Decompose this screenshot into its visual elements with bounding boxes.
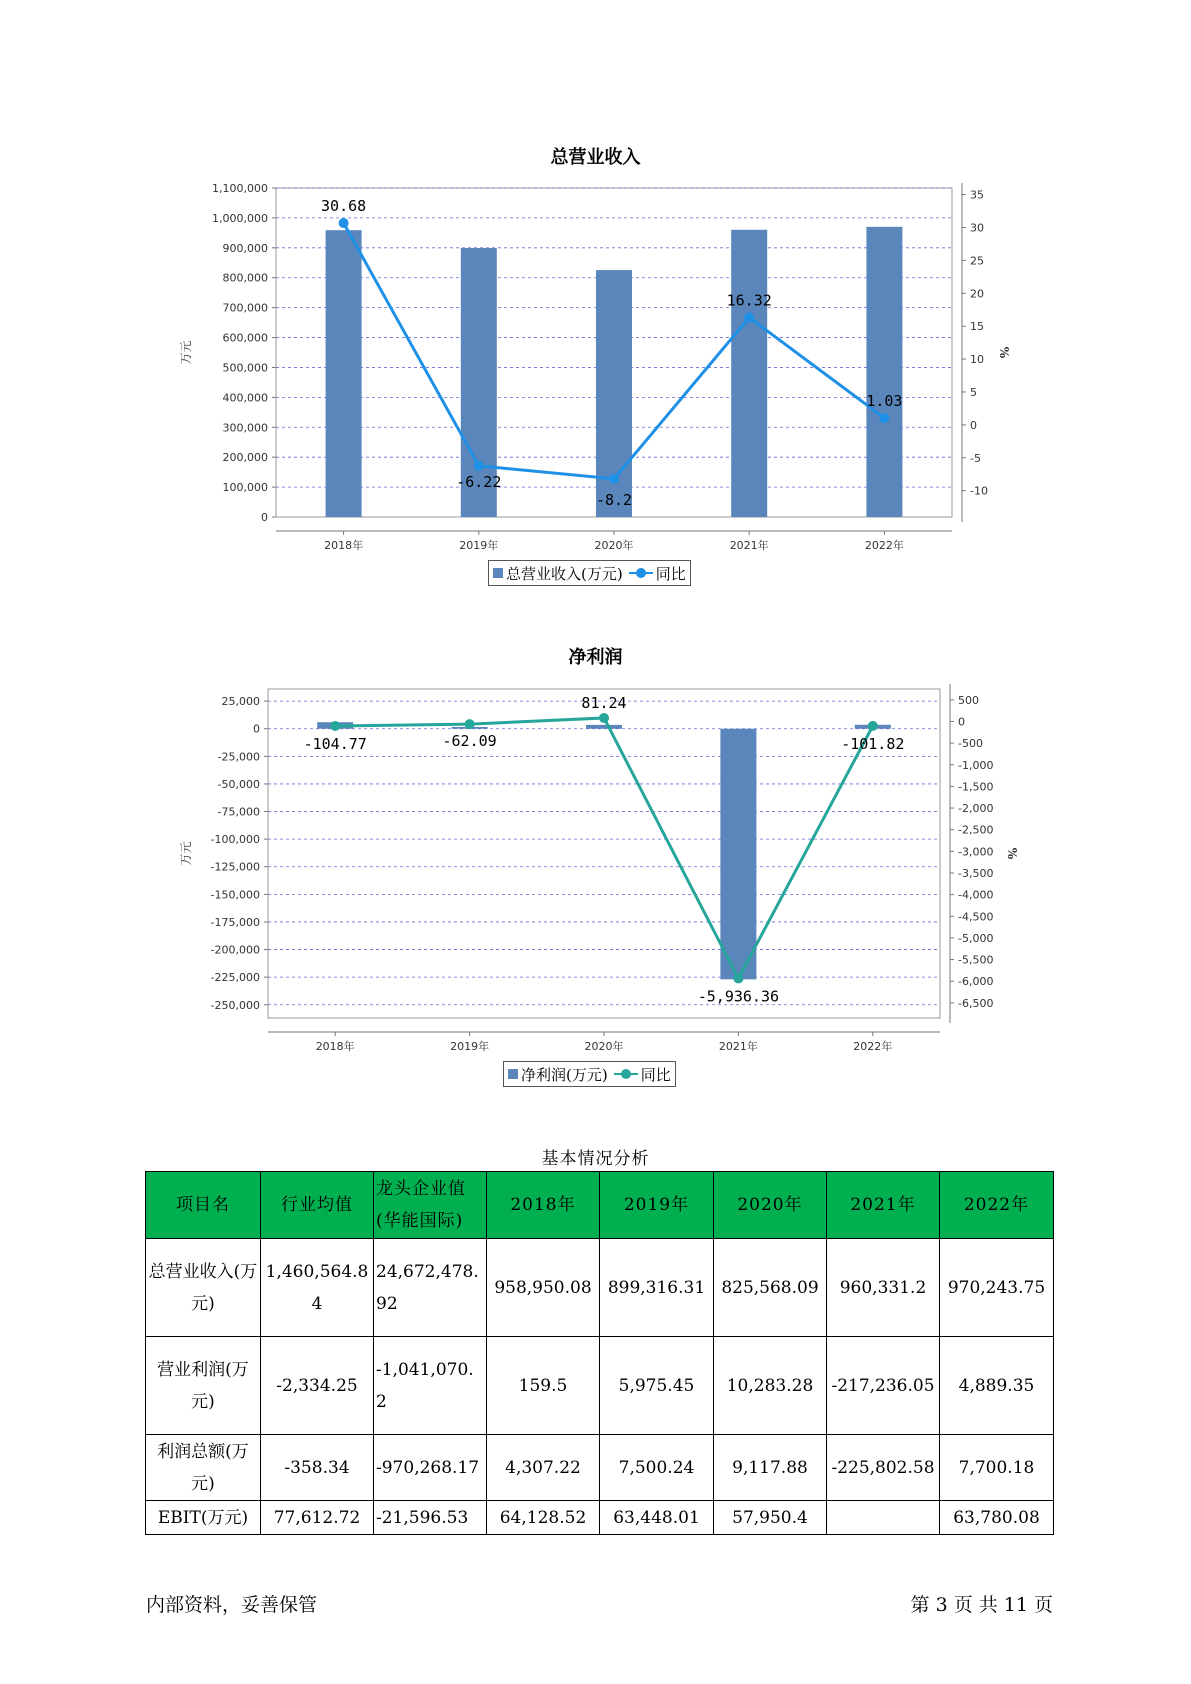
legend-line-swatch: [614, 1068, 638, 1080]
bar-2021年: [720, 729, 756, 980]
yoy-data-label: 1.03: [866, 392, 903, 411]
table-row: [146, 1337, 1054, 1435]
table-row: [146, 1239, 1054, 1337]
y2-tick-label: 15: [970, 320, 984, 334]
y-tick-label: -100,000: [210, 833, 260, 847]
y-tick-label: -150,000: [210, 888, 260, 902]
y2-tick-label: 35: [970, 188, 984, 202]
table-cell: 10,283.28: [714, 1337, 827, 1435]
legend-bar-swatch: [508, 1069, 518, 1079]
table-cell: -217,236.05: [827, 1337, 940, 1435]
yoy-data-label: -101.82: [841, 734, 905, 753]
y2-tick-label: -1,000: [958, 758, 994, 772]
y-tick-label: 0: [253, 722, 260, 736]
x-tick-label: 2019年: [459, 539, 499, 552]
y2-tick-label: 5: [970, 385, 977, 399]
row-label-cell: 总营业收入(万元): [146, 1239, 261, 1337]
footer-confidential: 内部资料，妥善保管: [146, 1594, 318, 1616]
table-row: [146, 1435, 1054, 1501]
y2-tick-label: -3,000: [958, 845, 994, 859]
y-axis-title: 万元: [179, 841, 193, 866]
y2-tick-label: -5,500: [958, 953, 994, 967]
table-cell: 958,950.08: [487, 1239, 600, 1337]
yoy-point-2021年: [733, 973, 743, 983]
table-cell: 24,672,478.92: [374, 1239, 487, 1337]
y-tick-label: 300,000: [222, 421, 268, 435]
table-cell: -21,596.53: [374, 1501, 487, 1535]
y2-tick-label: -4,000: [958, 888, 994, 902]
footer-page-number: 第 3 页 共 11 页: [910, 1594, 1053, 1616]
y2-tick-label: -1,500: [958, 780, 994, 794]
chart2-title: 净利润: [568, 647, 623, 668]
table-cell: 63,448.01: [600, 1501, 714, 1535]
y2-tick-label: -2,000: [958, 802, 994, 816]
y-axis-title: 万元: [179, 340, 193, 365]
y2-tick-label: -2,500: [958, 823, 994, 837]
y-tick-label: 25,000: [221, 695, 260, 709]
y-tick-label: 900,000: [222, 241, 268, 255]
table-cell: -358.34: [261, 1435, 374, 1501]
x-tick-label: 2022年: [864, 539, 904, 552]
basic-analysis-table: [145, 1171, 1054, 1535]
x-tick-label: 2020年: [584, 1040, 624, 1053]
x-tick-label: 2021年: [729, 539, 769, 552]
plot-area: [268, 689, 940, 1018]
yoy-data-label: 81.24: [581, 693, 627, 712]
table-cell: 4,307.22: [487, 1435, 600, 1501]
yoy-data-label: -5,936.36: [697, 987, 780, 1006]
table-header-cell: 2019年: [600, 1172, 714, 1239]
y2-axis-title: %: [997, 346, 1011, 359]
table-cell: 825,568.09: [714, 1239, 827, 1337]
table-header-cell: 2018年: [487, 1172, 600, 1239]
y-tick-label: -175,000: [210, 915, 260, 929]
y-tick-label: 0: [261, 511, 268, 524]
y2-tick-label: 10: [970, 353, 984, 367]
y2-tick-label: -6,000: [958, 975, 994, 989]
table-header-cell: 2022年: [940, 1172, 1054, 1239]
yoy-data-label: -6.22: [456, 472, 502, 491]
y2-tick-label: -500: [958, 737, 983, 751]
y-tick-label: 1,100,000: [212, 182, 268, 195]
y2-tick-label: -10: [970, 484, 988, 498]
x-tick-label: 2021年: [718, 1040, 758, 1053]
table-cell: 7,500.24: [600, 1435, 714, 1501]
table-cell: 1,460,564.84: [261, 1239, 374, 1337]
y2-tick-label: 0: [970, 418, 977, 432]
y-tick-label: -200,000: [210, 943, 260, 957]
y-tick-label: -25,000: [217, 750, 260, 764]
table-cell: 64,128.52: [487, 1501, 600, 1535]
x-tick-label: 2020年: [594, 539, 634, 552]
yoy-point-2022年: [868, 721, 878, 731]
yoy-data-label: -104.77: [303, 735, 367, 754]
x-tick-label: 2022年: [853, 1040, 893, 1053]
table-header-row: [146, 1172, 1054, 1239]
table-header-cell: 行业均值: [261, 1172, 374, 1239]
y2-tick-label: -3,500: [958, 866, 994, 880]
table-cell: 960,331.2: [827, 1239, 940, 1337]
yoy-point-2019年: [465, 719, 475, 729]
table-cell: 7,700.18: [940, 1435, 1054, 1501]
legend-line-label: 同比: [655, 564, 686, 583]
table-cell: -2,334.25: [261, 1337, 374, 1435]
row-label-cell: 营业利润(万元): [146, 1337, 261, 1435]
y2-tick-label: 500: [958, 693, 979, 707]
y-tick-label: 100,000: [222, 481, 268, 495]
table-cell: 77,612.72: [261, 1501, 374, 1535]
y2-tick-label: 20: [970, 287, 984, 301]
y-tick-label: 700,000: [222, 301, 268, 315]
table-header-cell: 2020年: [714, 1172, 827, 1239]
y2-tick-label: -5,000: [958, 931, 994, 945]
x-tick-label: 2018年: [324, 539, 364, 552]
table-caption: 基本情况分析: [541, 1149, 650, 1169]
table-cell: 5,975.45: [600, 1337, 714, 1435]
row-label-cell: EBIT(万元): [146, 1501, 261, 1535]
chart1-title: 总营业收入: [550, 147, 641, 168]
y-tick-label: 800,000: [222, 271, 268, 285]
y2-tick-label: 30: [970, 221, 984, 235]
y2-tick-label: -4,500: [958, 910, 994, 924]
table-cell: 9,117.88: [714, 1435, 827, 1501]
table-cell: [827, 1501, 940, 1535]
legend-bar-label: 总营业收入(万元): [506, 564, 623, 583]
y2-tick-label: -6,500: [958, 996, 994, 1010]
table-cell: 159.5: [487, 1337, 600, 1435]
y-tick-label: -75,000: [217, 805, 260, 819]
legend-bar-label: 净利润(万元): [521, 1065, 608, 1084]
y2-tick-label: 0: [958, 715, 965, 729]
yoy-data-label: -8.2: [595, 490, 633, 509]
table-cell: -1,041,070.2: [374, 1337, 487, 1435]
table-row: [146, 1501, 1054, 1535]
y-tick-label: -250,000: [210, 998, 260, 1012]
row-label-cell: 利润总额(万元): [146, 1435, 261, 1501]
table-cell: 63,780.08: [940, 1501, 1054, 1535]
y2-axis-title: %: [1005, 847, 1019, 860]
table-cell: 4,889.35: [940, 1337, 1054, 1435]
y-tick-label: 600,000: [222, 331, 268, 345]
y-tick-label: -225,000: [210, 971, 260, 985]
y2-tick-label: -5: [970, 451, 981, 465]
table-cell: 57,950.4: [714, 1501, 827, 1535]
yoy-data-label: -62.09: [442, 732, 497, 751]
table-header-cell: 龙头企业值(华能国际): [374, 1172, 487, 1239]
yoy-point-2018年: [330, 721, 340, 731]
table-cell: 970,243.75: [940, 1239, 1054, 1337]
x-tick-label: 2018年: [315, 1040, 355, 1053]
yoy-data-label: 30.68: [321, 197, 367, 216]
net-profit-chart-legend: [503, 1061, 676, 1087]
y-tick-label: 500,000: [222, 361, 268, 375]
table-cell: 899,316.31: [600, 1239, 714, 1337]
yoy-data-label: 16.32: [726, 291, 772, 310]
y-tick-label: 400,000: [222, 391, 268, 405]
y-tick-label: 200,000: [222, 451, 268, 465]
y-tick-label: -50,000: [217, 777, 260, 791]
table-cell: -970,268.17: [374, 1435, 487, 1501]
y-tick-label: 1,000,000: [212, 211, 268, 225]
table-header-cell: 2021年: [827, 1172, 940, 1239]
table-header-cell: 项目名: [146, 1172, 261, 1239]
y2-tick-label: 25: [970, 254, 984, 268]
yoy-point-2020年: [599, 713, 609, 723]
bar-2020年: [586, 725, 622, 729]
legend-line-label: 同比: [640, 1065, 671, 1084]
x-tick-label: 2019年: [450, 1040, 490, 1053]
table-cell: -225,802.58: [827, 1435, 940, 1501]
y-tick-label: -125,000: [210, 860, 260, 874]
